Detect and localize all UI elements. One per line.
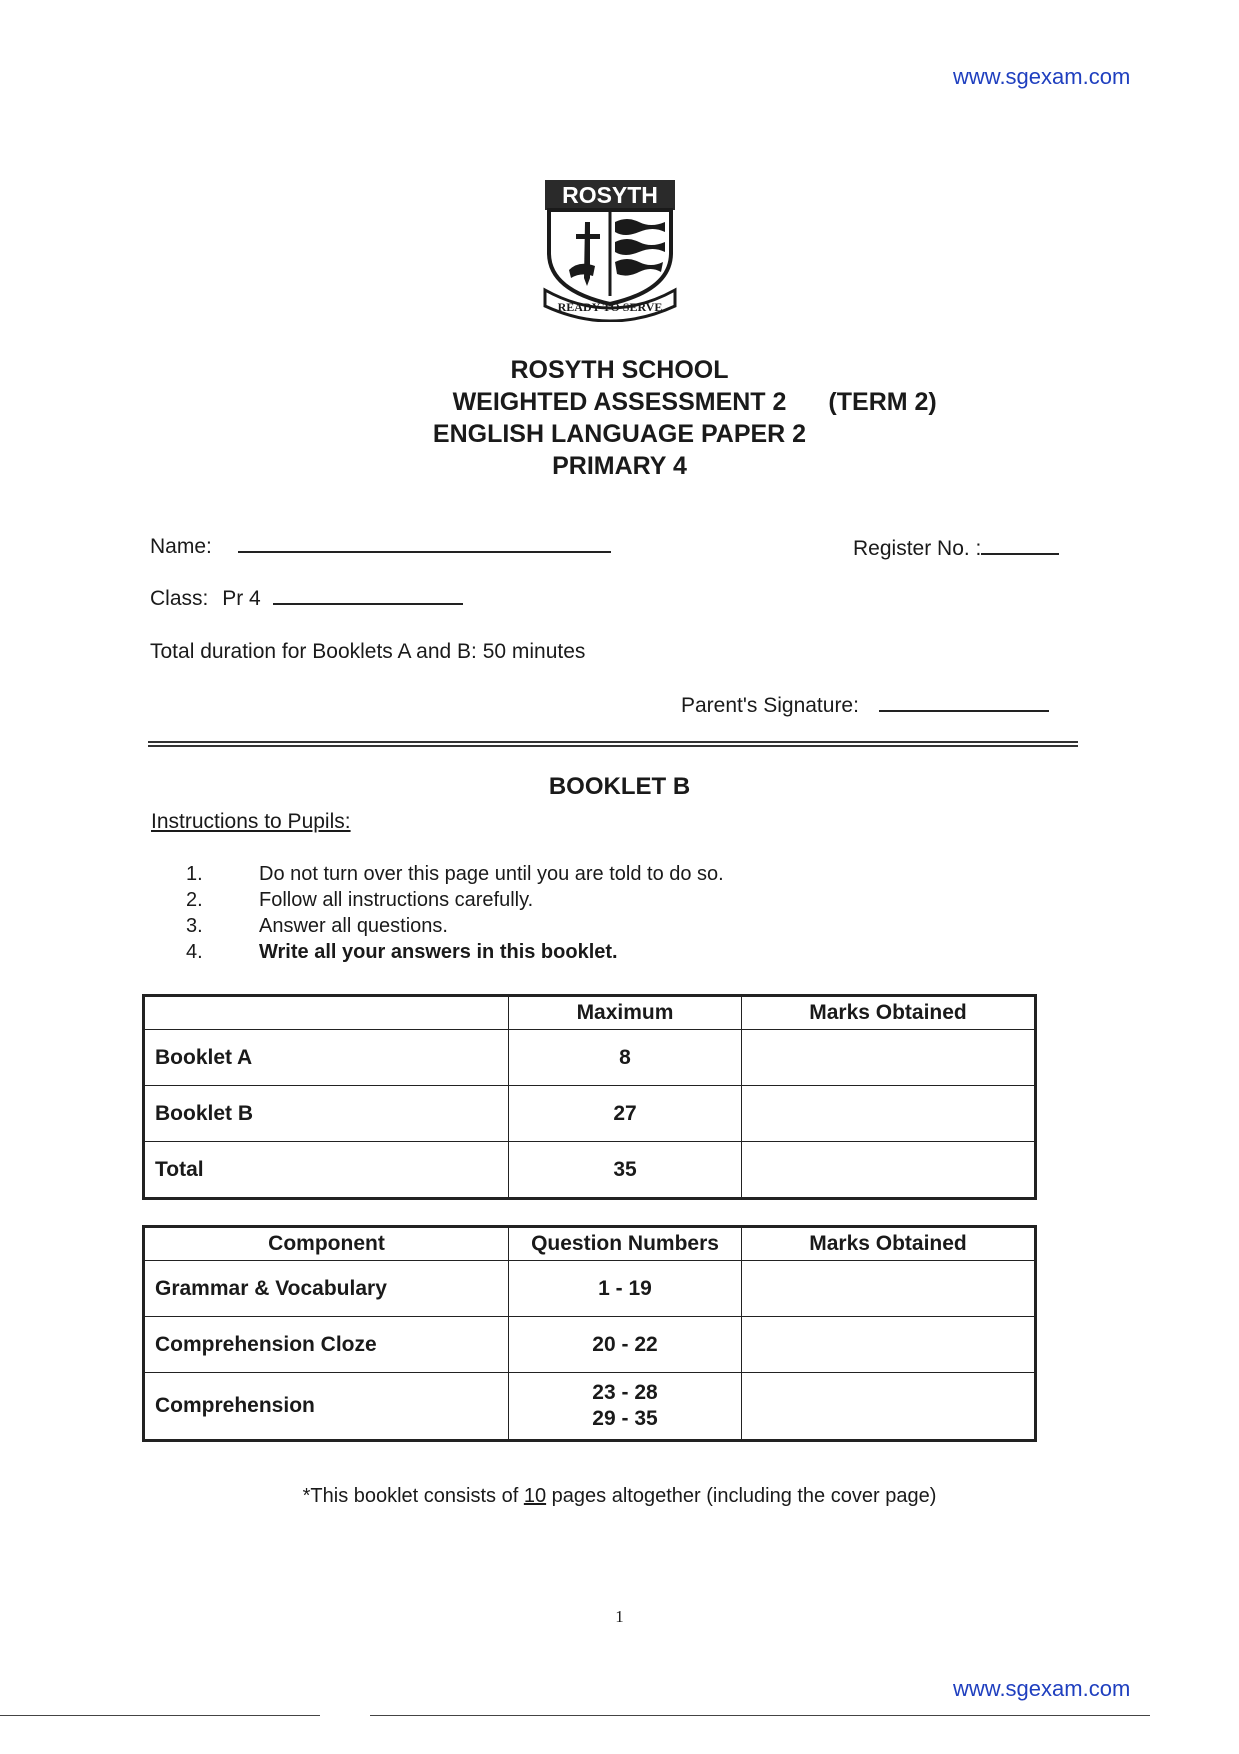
page-count-note (0, 1485, 1239, 1508)
footer-url[interactable]: www.sgexam.com (953, 1676, 1131, 1701)
instruction-item (186, 889, 724, 915)
row-questions-2: 29 - 35 (592, 1407, 658, 1430)
instructions-list (186, 863, 724, 967)
class-label: Class: (150, 587, 209, 610)
signature-label: Parent's Signature: (681, 694, 859, 717)
note-before: *This booklet consists of (302, 1485, 524, 1507)
table-row (144, 1261, 1036, 1317)
booklet-title: BOOKLET B (548, 773, 691, 800)
row-obtained[interactable] (742, 1142, 1036, 1199)
class-blank[interactable] (273, 603, 463, 605)
instruction-number: 4. (186, 941, 203, 963)
scan-line-left (0, 1715, 320, 1716)
assessment-title: WEIGHTED ASSESSMENT 2 (452, 388, 787, 416)
signature-blank[interactable] (879, 710, 1049, 712)
crest-banner: ROSYTH (562, 182, 658, 208)
instruction-item (186, 941, 724, 967)
row-label: Booklet A (144, 1030, 509, 1086)
row-maximum: 27 (509, 1086, 742, 1142)
divider-line-2 (148, 745, 1078, 747)
scan-line-right (370, 1715, 1150, 1716)
row-questions: 20 - 22 (509, 1317, 742, 1373)
instruction-number: 3. (186, 915, 203, 937)
signature-field (681, 694, 1049, 718)
row-label: Total (144, 1142, 509, 1199)
name-label: Name: (150, 535, 212, 558)
marks-header-obtained: Marks Obtained (742, 996, 1036, 1030)
term-label: (TERM 2) (828, 388, 937, 416)
row-label: Booklet B (144, 1086, 509, 1142)
header-url[interactable]: www.sgexam.com (953, 64, 1131, 89)
table-row (144, 1030, 1036, 1086)
divider-line-1 (148, 741, 1078, 743)
instruction-text: Do not turn over this page until you are told to do so. (259, 863, 724, 885)
table-row (144, 1142, 1036, 1199)
table-row (144, 1317, 1036, 1373)
row-label: Grammar & Vocabulary (144, 1261, 509, 1317)
table-row (144, 1373, 1036, 1441)
instruction-text: Follow all instructions carefully. (259, 889, 534, 911)
instruction-number: 2. (186, 889, 203, 911)
instruction-text: Answer all questions. (259, 915, 448, 937)
row-questions-cell (509, 1373, 742, 1441)
component-header-obtained: Marks Obtained (742, 1227, 1036, 1261)
duration-text: Total duration for Booklets A and B: 50 minutes (150, 640, 586, 663)
row-obtained[interactable] (742, 1373, 1036, 1441)
note-pages: 10 (523, 1485, 547, 1507)
name-blank[interactable] (238, 551, 611, 553)
instruction-item (186, 863, 724, 889)
school-crest-logo (543, 178, 677, 322)
component-table-header (144, 1227, 1036, 1261)
level-title: PRIMARY 4 (552, 452, 687, 480)
note-after: pages altogether (including the cover page) (546, 1485, 937, 1507)
table-row (144, 1086, 1036, 1142)
title-block (0, 354, 1239, 482)
row-label: Comprehension (144, 1373, 509, 1441)
row-label: Comprehension Cloze (144, 1317, 509, 1373)
instruction-item (186, 915, 724, 941)
crest-motto: READY TO SERVE (557, 300, 663, 314)
component-header-component: Component (144, 1227, 509, 1261)
assessment-line (0, 386, 1239, 418)
component-table (142, 1225, 1037, 1442)
row-questions: 1 - 19 (509, 1261, 742, 1317)
marks-table-header (144, 996, 1036, 1030)
row-questions: 23 - 28 (592, 1381, 658, 1404)
marks-table (142, 994, 1037, 1200)
marks-header-maximum: Maximum (509, 996, 742, 1030)
instruction-text: Write all your answers in this booklet. (259, 941, 618, 963)
class-field (150, 587, 463, 611)
row-obtained[interactable] (742, 1030, 1036, 1086)
school-name: ROSYTH SCHOOL (510, 356, 729, 384)
row-obtained[interactable] (742, 1261, 1036, 1317)
register-field (853, 537, 1059, 561)
component-header-questions: Question Numbers (509, 1227, 742, 1261)
name-field (150, 535, 611, 559)
register-label: Register No. : (853, 537, 982, 560)
instruction-number: 1. (186, 863, 203, 885)
class-value: Pr 4 (222, 587, 261, 610)
marks-header-blank (144, 996, 509, 1030)
register-blank[interactable] (981, 553, 1059, 555)
row-obtained[interactable] (742, 1317, 1036, 1373)
row-maximum: 35 (509, 1142, 742, 1199)
paper-title: ENGLISH LANGUAGE PAPER 2 (432, 420, 807, 448)
instructions-heading: Instructions to Pupils: (151, 810, 351, 833)
row-maximum: 8 (509, 1030, 742, 1086)
page-number: 1 (615, 1607, 624, 1626)
row-obtained[interactable] (742, 1086, 1036, 1142)
